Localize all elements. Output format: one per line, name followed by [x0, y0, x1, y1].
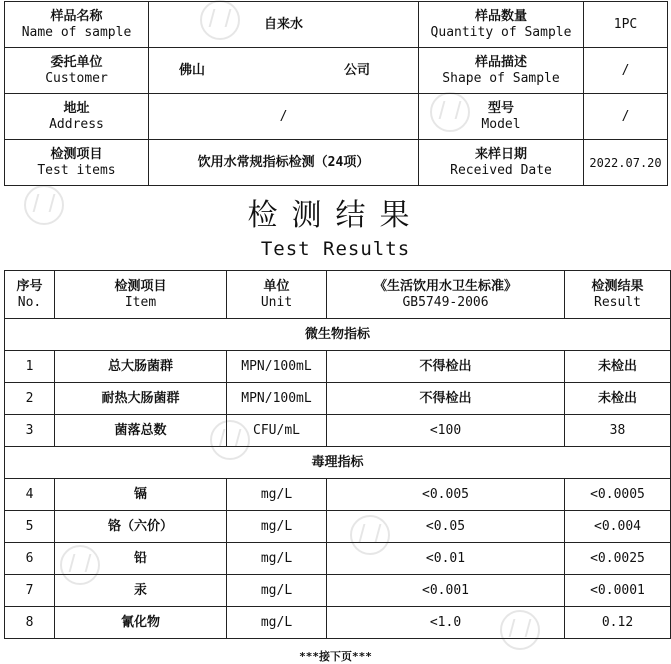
- results-title-cn: 检测结果: [247, 198, 424, 233]
- model-value: /: [584, 94, 668, 140]
- cell-no: 4: [5, 479, 55, 511]
- cell-result: 未检出: [565, 383, 671, 415]
- customer-label: 委托单位 Customer: [5, 48, 149, 94]
- cell-standard: <0.005: [327, 479, 565, 511]
- table-row: [5, 511, 671, 543]
- address-label: 地址 Address: [5, 94, 149, 140]
- cell-result: 未检出: [565, 351, 671, 383]
- cell-item: 铬（六价）: [55, 511, 227, 543]
- cell-unit: mg/L: [227, 479, 327, 511]
- test-items-label: 检测项目 Test items: [5, 140, 149, 186]
- table-row: [5, 575, 671, 607]
- header-item: 检测项目 Item: [55, 271, 227, 319]
- received-date-value: 2022.07.20: [584, 140, 668, 186]
- sample-name-value: 自来水: [149, 2, 419, 48]
- cell-unit: mg/L: [227, 543, 327, 575]
- cell-result: <0.004: [565, 511, 671, 543]
- cell-result: <0.0001: [565, 575, 671, 607]
- table-row: [5, 479, 671, 511]
- quantity-label: 样品数量 Quantity of Sample: [419, 2, 584, 48]
- quantity-value: 1PC: [584, 2, 668, 48]
- table-row: [5, 2, 668, 48]
- cell-item: 总大肠菌群: [55, 351, 227, 383]
- cell-standard: <1.0: [327, 607, 565, 639]
- shape-value: /: [584, 48, 668, 94]
- header-standard: 《生活饮用水卫生标准》 GB5749-2006: [327, 271, 565, 319]
- section-toxicology: 毒理指标: [5, 447, 671, 479]
- cell-result: 38: [565, 415, 671, 447]
- table-row: [5, 607, 671, 639]
- cell-item: 镉: [55, 479, 227, 511]
- table-row: [5, 415, 671, 447]
- customer-value: 佛山 公司: [149, 48, 419, 94]
- cell-unit: MPN/100mL: [227, 383, 327, 415]
- received-date-label: 来样日期 Received Date: [419, 140, 584, 186]
- cell-unit: mg/L: [227, 511, 327, 543]
- cell-standard: <0.001: [327, 575, 565, 607]
- cell-item: 菌落总数: [55, 415, 227, 447]
- cell-unit: mg/L: [227, 575, 327, 607]
- header-unit: 单位 Unit: [227, 271, 327, 319]
- cell-result: 0.12: [565, 607, 671, 639]
- cell-no: 3: [5, 415, 55, 447]
- results-table: [4, 270, 671, 639]
- cell-unit: CFU/mL: [227, 415, 327, 447]
- cell-standard: <0.05: [327, 511, 565, 543]
- cell-no: 8: [5, 607, 55, 639]
- cell-standard: <100: [327, 415, 565, 447]
- sample-name-label: 样品名称 Name of sample: [5, 2, 149, 48]
- table-row: [5, 351, 671, 383]
- table-row: [5, 94, 668, 140]
- cell-item: 汞: [55, 575, 227, 607]
- cell-item: 铅: [55, 543, 227, 575]
- cell-no: 6: [5, 543, 55, 575]
- results-title-en: Test Results: [260, 238, 411, 260]
- test-items-value: 饮用水常规指标检测（24项）: [149, 140, 419, 186]
- section-row: [5, 447, 671, 479]
- cell-no: 2: [5, 383, 55, 415]
- continued-footer: ***接下页***: [299, 650, 372, 663]
- cell-unit: mg/L: [227, 607, 327, 639]
- sample-info-table: [4, 1, 668, 186]
- table-row: [5, 383, 671, 415]
- cell-item: 耐热大肠菌群: [55, 383, 227, 415]
- table-row: [5, 543, 671, 575]
- cell-no: 5: [5, 511, 55, 543]
- cell-item: 氰化物: [55, 607, 227, 639]
- cell-result: <0.0025: [565, 543, 671, 575]
- header-result: 检测结果 Result: [565, 271, 671, 319]
- address-value: /: [149, 94, 419, 140]
- cell-unit: MPN/100mL: [227, 351, 327, 383]
- section-microbial: 微生物指标: [5, 319, 671, 351]
- cell-standard: 不得检出: [327, 351, 565, 383]
- results-header-row: [5, 271, 671, 319]
- model-label: 型号 Model: [419, 94, 584, 140]
- cell-no: 7: [5, 575, 55, 607]
- cell-no: 1: [5, 351, 55, 383]
- cell-standard: <0.01: [327, 543, 565, 575]
- header-no: 序号 No.: [5, 271, 55, 319]
- cell-result: <0.0005: [565, 479, 671, 511]
- table-row: [5, 140, 668, 186]
- shape-label: 样品描述 Shape of Sample: [419, 48, 584, 94]
- table-row: [5, 48, 668, 94]
- section-row: [5, 319, 671, 351]
- cell-standard: 不得检出: [327, 383, 565, 415]
